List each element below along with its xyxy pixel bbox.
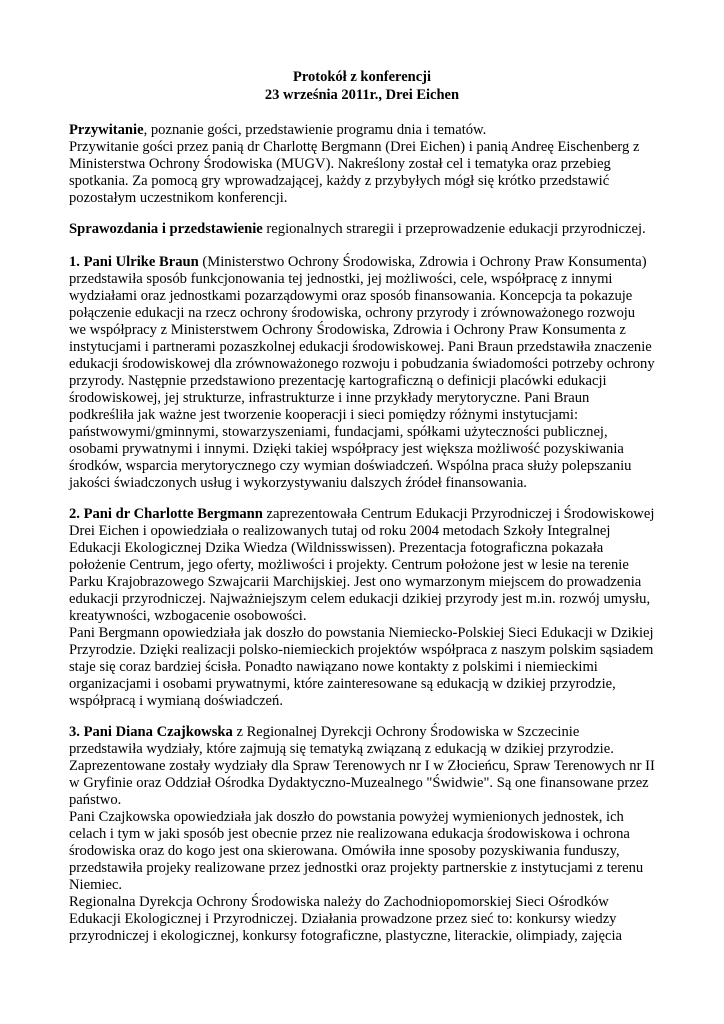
- speaker2-line: współpracą i wymianą doświadczeń.: [69, 693, 283, 709]
- speaker2-line: Pani Bergmann opowiedziała jak doszło do powstania Niemiecko-Polskiej Sieci Edukacji w Dzikiej: [69, 625, 654, 641]
- greeting-line: Ministerstwa Ochrony Środowiska (MUGV). Nakreślony został cel i tematyka oraz przebieg: [69, 156, 611, 172]
- speaker2-line: edukacji przyrodniczej. Najważniejszym celem edukacji dzikiej przyrody jest m.in. rozwój umysłu,: [69, 591, 651, 607]
- speaker3-line: Niemiec.: [69, 877, 123, 893]
- document-title: Protokół z konferencji: [293, 69, 431, 85]
- speaker1-line: środków, wsparcia merytorycznego czy wymian doświadczeń. Wspólna praca służy polepszaniu: [69, 458, 632, 474]
- speaker2-line: położenie Centrum, jego oferty, możliwości i projekty. Centrum położone jest w lesie na terenie: [69, 557, 629, 573]
- speaker3-line: w Gryfinie oraz Oddział Ośrodka Dydaktyczno-Muzealnego "Świdwie". Są one finansowane przez: [69, 775, 649, 791]
- speaker1-line: podkreśliła jak ważne jest tworzenie kooperacji i sieci pomiędzy różnymi instytucjami:: [69, 407, 578, 423]
- speaker1-line-1: 1. Pani Ulrike Braun (Ministerstwo Ochrony Środowiska, Zdrowia i Ochrony Praw Konsumenta): [69, 254, 647, 270]
- speaker2-name: 2. Pani dr Charlotte Bergmann: [69, 506, 263, 522]
- speaker1-line: przedstawiła sposób funkcjonowania tej jednostki, jej możliwości, cele, współpracę z innymi: [69, 271, 613, 287]
- speaker1-line: edukacji środowiskowej dla zrównoważonego rozwoju i pobudzania świadomości potrzeby ochrony: [69, 356, 655, 372]
- greeting-line: pozostałym uczestnikom konferencji.: [69, 190, 288, 206]
- speaker3-line: przyrodniczej i ekologicznej, konkursy fotograficzne, plastyczne, literackie, olimpiady, zajęcia: [69, 928, 622, 944]
- speaker2-line: Edukacji Ekologicznej Dzika Wiedza (Wildnisswissen). Prezentacja fotograficzna pokazała: [69, 540, 604, 556]
- speaker3-line: Zaprezentowane zostały wydziały dla Spraw Terenowych nr I w Złocieńcu, Spraw Terenowych nr II: [69, 758, 655, 774]
- speaker2-line: staje się coraz bardziej ścisła. Ponadto nawiązano nowe kontakty z polskimi i niemieckimi: [69, 659, 598, 675]
- speaker3-line: Pani Czajkowska opowiedziała jak doszło do powstania powyżej wymienionych jednostek, ich: [69, 809, 624, 825]
- speaker1-line: wydziałami oraz jednostkami pozarządowymi oraz sposób finansowania. Koncepcja ta pokazuje: [69, 288, 633, 304]
- reports-heading: Sprawozdania i przedstawienie: [69, 221, 263, 237]
- speaker3-name: 3. Pani Diana Czajkowska: [69, 724, 233, 740]
- speaker1-line: połączenie edukacji na rzecz ochrony środowiska, ochrony przyrody i zrównoważonego rozwoju: [69, 305, 636, 321]
- speaker1-line: państwowymi/gminnymi, stowarzyszeniami, fundacjami, spółkami użyteczności publicznej,: [69, 424, 608, 440]
- speaker2-line: kreatywności, wzbogacenie osobowości.: [69, 608, 307, 624]
- document-subtitle: 23 września 2011r., Drei Eichen: [264, 87, 460, 103]
- speaker2-line: Przyrodzie. Dzięki realizacji polsko-niemieckich projektów współpraca z naszym polskim sąsiadem: [69, 642, 654, 658]
- reports-line: Sprawozdania i przedstawienie regionalnych straregii i przeprowadzenie edukacji przyrodniczej.: [69, 221, 646, 237]
- speaker3-line: Edukacji Ekologicznej i Przyrodniczej. Działania prowadzone przez sieć to: konkursy wiedzy: [69, 911, 617, 927]
- greeting-line-1: Przywitanie, poznanie gości, przedstawienie programu dnia i tematów.: [69, 122, 487, 138]
- speaker3-line: Regionalna Dyrekcja Ochrony Środowiska należy do Zachodniopomorskiej Sieci Ośrodków: [69, 894, 609, 910]
- speaker1-line: środowiskowej, jej strukturze, infrastrukturze i inne przykłady merytoryczne. Pani Braun: [69, 390, 590, 406]
- speaker3-line: przedstawiła projeky realizowane przez jednostki oraz projekty partnerskie z instytucjami z terenu: [69, 860, 644, 876]
- greeting-line: Przywitanie gości przez panią dr Charlottę Bergmann (Drei Eichen) i panią Andreę Eischenberg z: [69, 139, 640, 155]
- speaker2-line: Parku Krajobrazowego Szwajcarii Marchijskiej. Jest ono wymarzonym miejscem do prowadzenia: [69, 574, 642, 590]
- speaker3-line: celach i tym w jaki sposób jest obecnie przez nie realizowana edukacja środowiskowa i ochrona: [69, 826, 630, 842]
- speaker3-line: przedstawiła wydziały, które zajmują się tematyką związaną z edukacją w dzikiej przyrodzie.: [69, 741, 614, 757]
- greeting-line: spotkania. Za pomocą gry wprowadzającej, każdy z przybyłych mógł się krótko przedstawić: [69, 173, 610, 189]
- speaker3-line: państwo.: [69, 792, 122, 808]
- greeting-heading: Przywitanie: [69, 122, 144, 138]
- speaker1-line: przyrody. Następnie przedstawiono prezentację kartograficzną o definicji placówki edukacji: [69, 373, 607, 389]
- speaker1-name: 1. Pani Ulrike Braun: [69, 254, 199, 270]
- speaker2-line-1: 2. Pani dr Charlotte Bergmann zaprezentowała Centrum Edukacji Przyrodniczej i Środowiskowej: [69, 506, 655, 522]
- speaker1-line: we współpracy z Ministerstwem Ochrony Środowiska, Zdrowia i Ochrony Praw Konsumenta z: [69, 322, 626, 338]
- speaker2-line: organizacjami i osobami prywatnymi, które zainteresowane są edukacją w dzikiej przyrodzie,: [69, 676, 616, 692]
- speaker1-line: osobami prywatnymi i innymi. Dzięki takiej współpracy jest większa możliwość pozyskiwania: [69, 441, 624, 457]
- speaker1-line: jakości świadczonych usług i wykorzystywaniu dalszych źródeł finansowania.: [69, 475, 527, 491]
- speaker3-line: środowiska oraz do kogo jest ona skierowana. Omówiła inne sposoby pozyskiwania funduszy,: [69, 843, 620, 859]
- speaker2-line: Drei Eichen i opowiedziała o realizowanych tutaj od roku 2004 metodach Szkoły Integralnej: [69, 523, 611, 539]
- speaker3-line-1: 3. Pani Diana Czajkowska z Regionalnej Dyrekcji Ochrony Środowiska w Szczecinie: [69, 724, 580, 740]
- speaker1-line: instytucjami i partnerami pozaszkolnej edukacji środowiskowej. Pani Braun przedstawiła znaczenie: [69, 339, 652, 355]
